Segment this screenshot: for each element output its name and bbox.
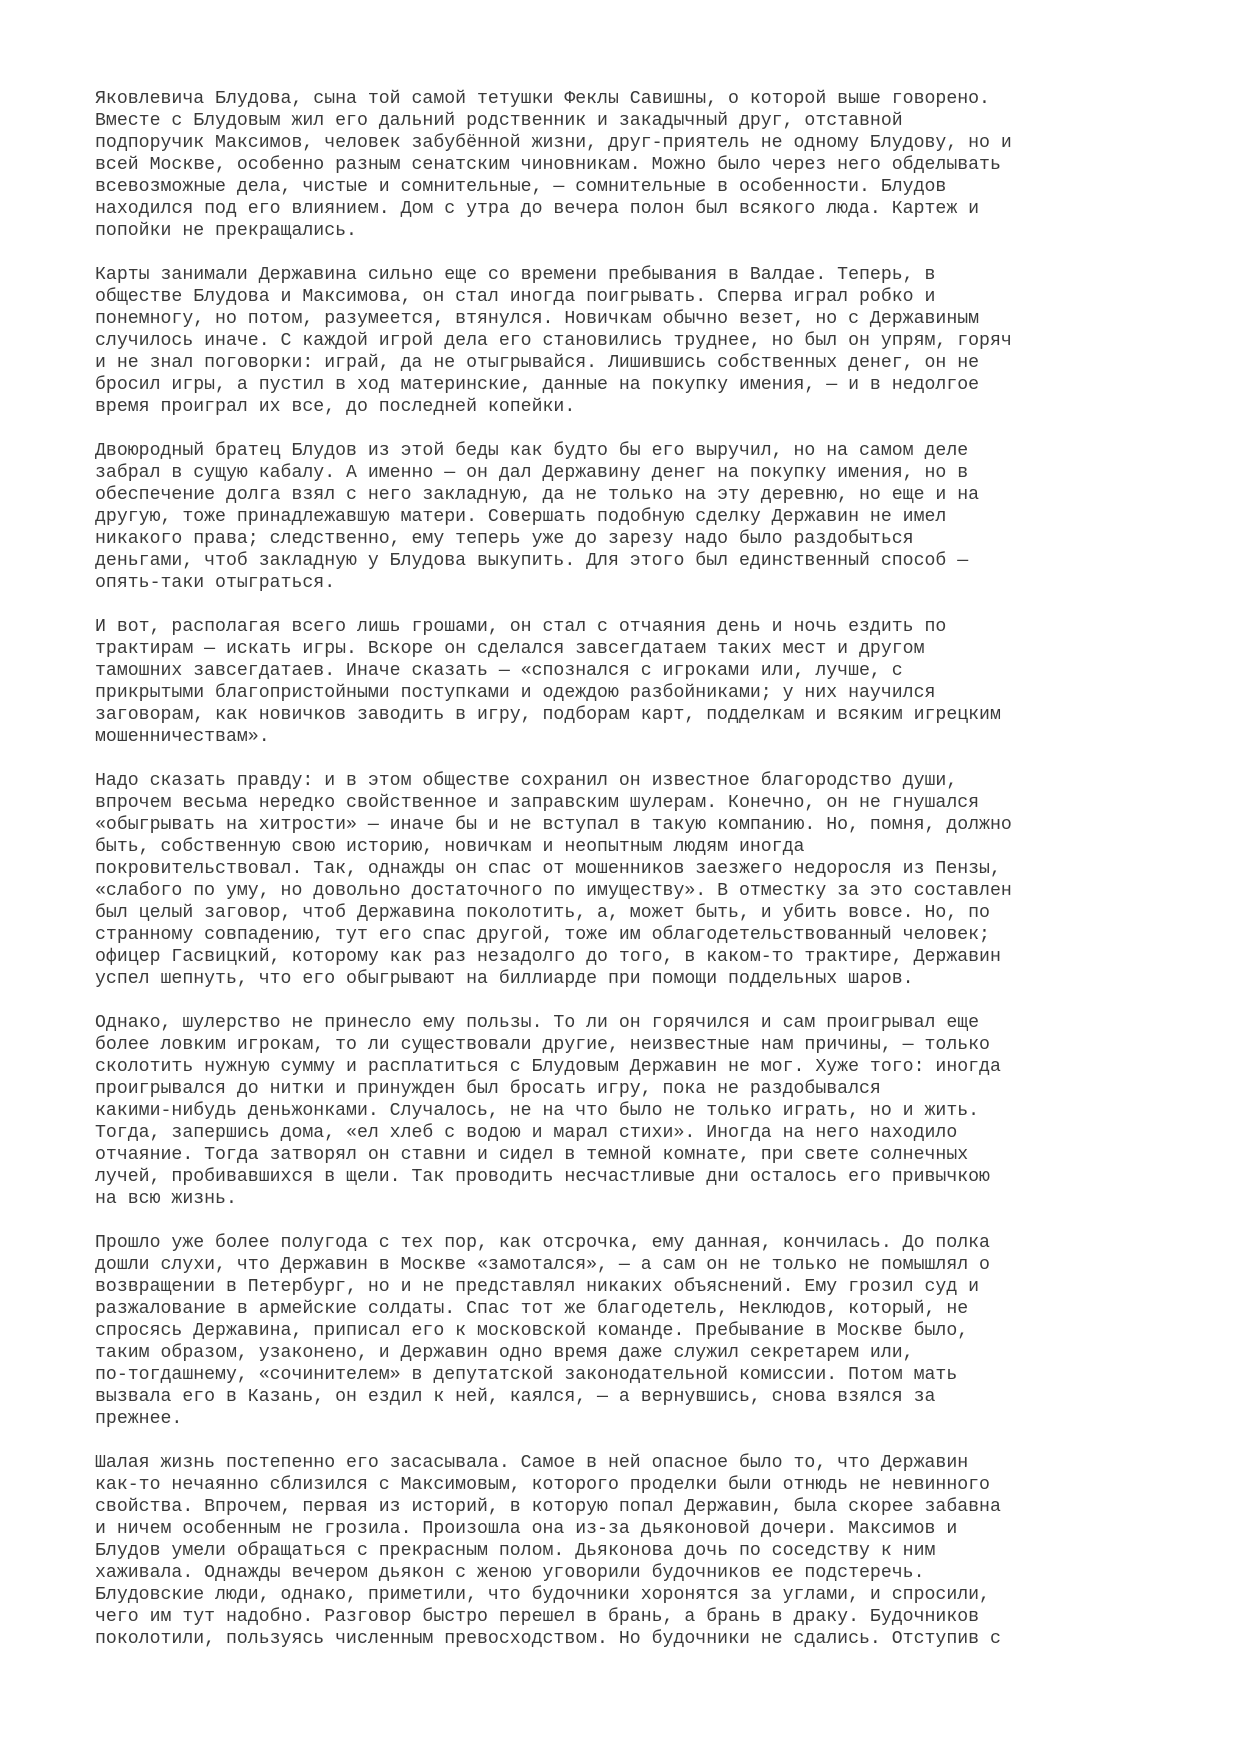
paragraph [95,264,1155,418]
text-line: мошенничествам». [95,727,270,747]
text-line: Вместе с Блудовым жил его дальний родственник и закадычный друг, отставной [95,111,903,131]
text-line: Яковлевича Блудова, сына той самой тетушки Феклы Савишны, о которой выше говорено. [95,89,990,109]
text-line: прикрытыми благопристойными поступками и одеждою разбойниками; у них научился [95,683,936,703]
text-line: возвращении в Петербург, но и не представлял никаких объяснений. Ему грозил суд и [95,1277,980,1297]
text-line: впрочем весьма нередко свойственное и заправским шулерам. Конечно, он не гнушался [95,793,980,813]
text-line: Тогда, запершись дома, «ел хлеб с водою и марал стихи». Иногда на него находило [95,1123,958,1143]
text-line: сколотить нужную сумму и расплатиться с Блудовым Державин не мог. Хуже того: иногда [95,1057,1001,1077]
text-line: забрал в сущую кабалу. А именно — он дал Державину денег на покупку имения, но в [95,463,969,483]
text-line: вызвала его в Казань, он ездил к ней, каялся, — а вернувшись, снова взялся за [95,1387,936,1407]
text-line: находился под его влиянием. Дом с утра до вечера полон был всякого люда. Картеж и [95,199,980,219]
paragraph [95,88,1155,242]
text-line: успел шепнуть, что его обыгрывают на биллиарде при помощи поддельных шаров. [95,969,914,989]
paragraph [95,1452,1155,1650]
text-line: как-то нечаянно сблизился с Максимовым, которого проделки были отнюдь не невинного [95,1475,990,1495]
text-line: Однако, шулерство не принесло ему пользы. То ли он горячился и сам проигрывал еще [95,1013,980,1033]
text-line: трактирам — искать игры. Вскоре он сделался завсегдатаем таких мест и другом [95,639,925,659]
text-line: Блудовские люди, однако, приметили, что будочники хоронятся за углами, и спросили, [95,1585,990,1605]
text-line: дошли слухи, что Державин в Москве «замотался», — а сам он не только не помышлял о [95,1255,990,1275]
text-line: случилось иначе. С каждой игрой дела его становились труднее, но был он упрям, горяч [95,331,1012,351]
text-line: свойства. Впрочем, первая из историй, в которую попал Державин, была скорее забавна [95,1497,1001,1517]
text-line: другую, тоже принадлежавшую матери. Совершать подобную сделку Державин не имел [95,507,947,527]
text-line: Надо сказать правду: и в этом обществе сохранил он известное благородство души, [95,771,958,791]
text-line: заговорам, как новичков заводить в игру, подборам карт, подделкам и всяким игрецким [95,705,1001,725]
text-line: И вот, располагая всего лишь грошами, он стал с отчаяния день и ночь ездить по [95,617,947,637]
text-line: по-тогдашнему, «сочинителем» в депутатской законодательной комиссии. Потом мать [95,1365,958,1385]
document-body [95,88,1155,1672]
text-line: странному совпадению, тут его спас другой, тоже им облагодетельствованный человек; [95,925,990,945]
text-line: тамошних завсегдатаев. Иначе сказать — «спознался с игроками или, лучше, с [95,661,903,681]
text-line: «слабого по уму, но довольно достаточного по имуществу». В отместку за это составлен [95,881,1012,901]
text-line: быть, собственную свою историю, новичкам и неопытным людям иногда [95,837,805,857]
text-line: отчаяние. Тогда затворял он ставни и сидел в темной комнате, при свете солнечных [95,1145,969,1165]
text-line: Карты занимали Державина сильно еще со времени пребывания в Валдае. Теперь, в [95,265,936,285]
text-line: время проиграл их все, до последней копейки. [95,397,576,417]
text-line: был целый заговор, чтоб Державина поколотить, а, может быть, и убить вовсе. Но, по [95,903,990,923]
paragraph [95,1232,1155,1430]
text-line: на всю жизнь. [95,1189,237,1209]
text-line: опять-таки отыграться. [95,573,336,593]
text-line: Шалая жизнь постепенно его засасывала. Самое в ней опасное было то, что Державин [95,1453,969,1473]
text-line: хаживала. Однажды вечером дьякон с женою уговорили будочников ее подстеречь. [95,1563,925,1583]
text-line: «обыгрывать на хитрости» — иначе бы и не вступал в такую компанию. Но, помня, должно [95,815,1012,835]
paragraph [95,616,1155,748]
text-line: попойки не прекращались. [95,221,357,241]
text-line: разжалование в армейские солдаты. Спас тот же благодетель, Неклюдов, который, не [95,1299,969,1319]
paragraph [95,1012,1155,1210]
text-line: Двоюродный братец Блудов из этой беды как будто бы его выручил, но на самом деле [95,441,969,461]
text-line: и не знал поговорки: играй, да не отыгрывайся. Лишившись собственных денег, он не [95,353,980,373]
text-line: офицер Гасвицкий, которому как раз незадолго до того, в каком-то трактире, Державин [95,947,1001,967]
text-line: всевозможные дела, чистые и сомнительные, — сомнительные в особенности. Блудов [95,177,947,197]
text-line: Блудов умели обращаться с прекрасным полом. Дьяконова дочь по соседству к ним [95,1541,936,1561]
text-line: обеспечение долга взял с него закладную, да не только на эту деревню, но еще и на [95,485,980,505]
text-line: обществе Блудова и Максимова, он стал иногда поигрывать. Сперва играл робко и [95,287,936,307]
text-line: лучей, пробивавшихся в щели. Так проводить несчастливые дни осталось его привычкою [95,1167,990,1187]
text-line: прежнее. [95,1409,183,1429]
paragraph [95,770,1155,990]
text-line: спросясь Державина, приписал его к московской команде. Пребывание в Москве было, [95,1321,969,1341]
text-line: понемногу, но потом, разумеется, втянулся. Новичкам обычно везет, но с Державиным [95,309,980,329]
text-line: какими-нибудь деньжонками. Случалось, не на что было не только играть, но и жить. [95,1101,980,1121]
text-line: проигрывался до нитки и принужден был бросать игру, пока не раздобывался [95,1079,881,1099]
text-line: более ловким игрокам, то ли существовали другие, неизвестные нам причины, — только [95,1035,990,1055]
text-line: покровительствовал. Так, однажды он спас от мошенников заезжего недоросля из Пензы, [95,859,1001,879]
text-line: всей Москве, особенно разным сенатским чиновникам. Можно было через него обделывать [95,155,1001,175]
paragraph [95,440,1155,594]
text-line: чего им тут надобно. Разговор быстро перешел в брань, а брань в драку. Будочников [95,1607,980,1627]
text-line: никакого права; следственно, ему теперь уже до зарезу надо было раздобыться [95,529,914,549]
text-line: и ничем особенным не грозила. Произошла она из-за дьяконовой дочери. Максимов и [95,1519,958,1539]
text-line: Прошло уже более полугода с тех пор, как отсрочка, ему данная, кончилась. До полка [95,1233,990,1253]
text-line: подпоручик Максимов, человек забубённой жизни, друг-приятель не одному Блудову, но и [95,133,1012,153]
text-line: деньгами, чтоб закладную у Блудова выкупить. Для этого был единственный способ — [95,551,969,571]
text-line: таким образом, узаконено, и Державин одно время даже служил секретарем или, [95,1343,914,1363]
text-line: поколотили, пользуясь численным превосходством. Но будочники не сдались. Отступив с [95,1629,1001,1649]
text-line: бросил игры, а пустил в ход материнские, данные на покупку имения, — и в недолгое [95,375,980,395]
